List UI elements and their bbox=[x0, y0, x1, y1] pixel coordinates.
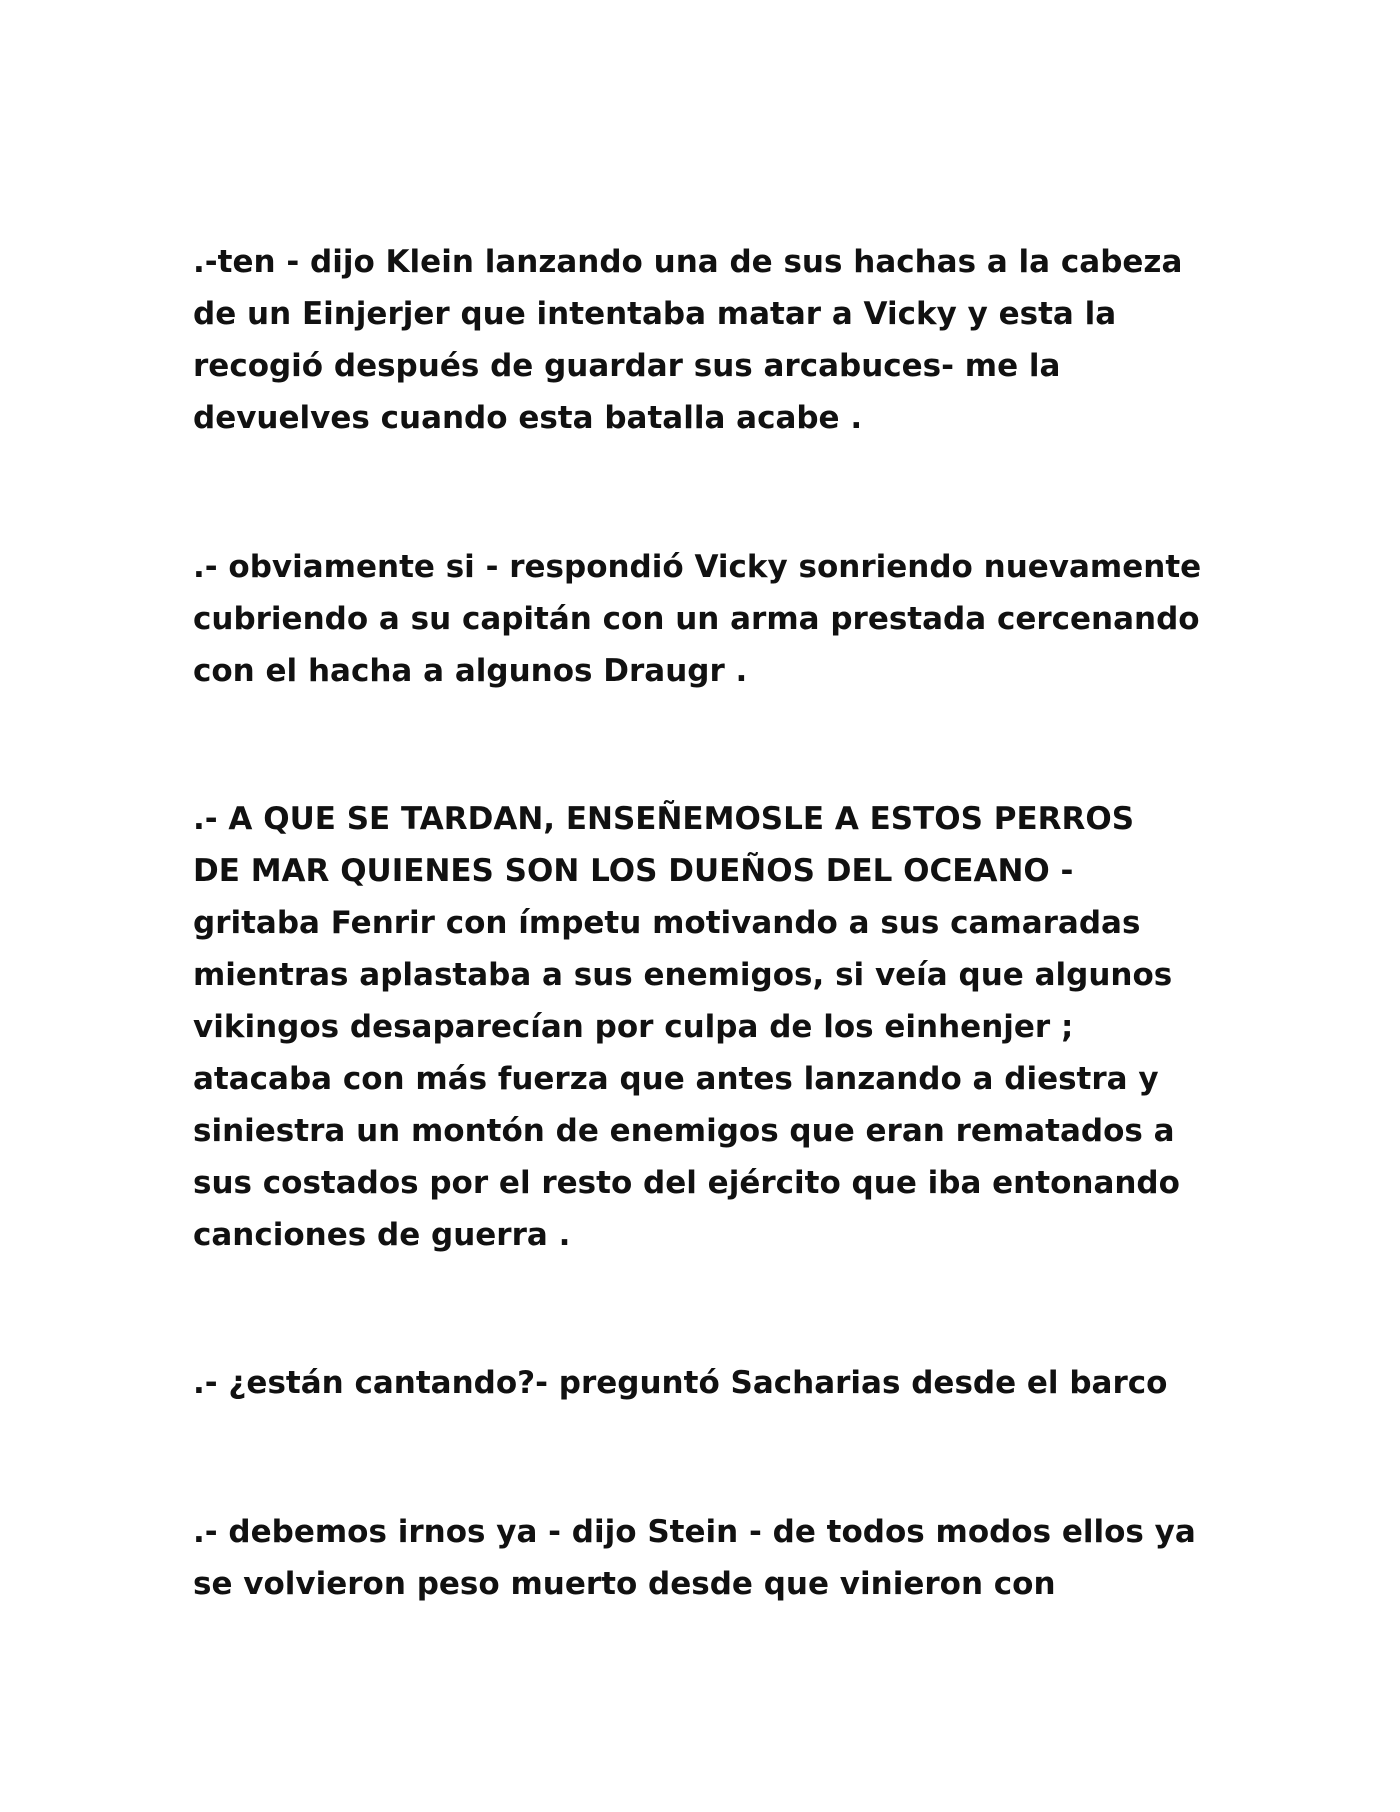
text-line: mientras aplastaba a sus enemigos, si veía que algunos bbox=[193, 957, 1173, 993]
text-line: vikingos desaparecían por culpa de los einhenjer ; bbox=[193, 1009, 1074, 1045]
text-line: cubriendo a su capitán con un arma prestada cercenando bbox=[193, 601, 1200, 637]
paragraph-4 bbox=[193, 1357, 1223, 1409]
text-line: atacaba con más fuerza que antes lanzando a diestra y bbox=[193, 1061, 1159, 1097]
text-line: sus costados por el resto del ejército que iba entonando bbox=[193, 1165, 1180, 1201]
text-line: con el hacha a algunos Draugr . bbox=[193, 653, 748, 689]
text-line: .- obviamente si - respondió Vicky sonriendo nuevamente bbox=[193, 549, 1202, 585]
document-body bbox=[193, 236, 1223, 1610]
paragraph-3 bbox=[193, 793, 1223, 1261]
text-line: devuelves cuando esta batalla acabe . bbox=[193, 400, 863, 436]
text-line: de un Einjerjer que intentaba matar a Vicky y esta la bbox=[193, 296, 1117, 332]
text-line: .- A QUE SE TARDAN, ENSEÑEMOSLE A ESTOS PERROS bbox=[193, 801, 1135, 837]
text-line: gritaba Fenrir con ímpetu motivando a sus camaradas bbox=[193, 905, 1141, 941]
text-line: recogió después de guardar sus arcabuces- me la bbox=[193, 348, 1061, 384]
text-line: se volvieron peso muerto desde que vinieron con bbox=[193, 1566, 1056, 1602]
text-line: canciones de guerra . bbox=[193, 1217, 571, 1253]
text-line: siniestra un montón de enemigos que eran rematados a bbox=[193, 1113, 1175, 1149]
text-line: DE MAR QUIENES SON LOS DUEÑOS DEL OCEANO - bbox=[193, 853, 1074, 889]
paragraph-1 bbox=[193, 236, 1223, 444]
text-line: .- debemos irnos ya - dijo Stein - de todos modos ellos ya bbox=[193, 1514, 1196, 1550]
paragraph-5 bbox=[193, 1506, 1223, 1610]
text-line: .-ten - dijo Klein lanzando una de sus hachas a la cabeza bbox=[193, 244, 1183, 280]
paragraph-2 bbox=[193, 541, 1223, 697]
text-line: .- ¿están cantando?- preguntó Sacharias desde el barco bbox=[193, 1365, 1168, 1401]
